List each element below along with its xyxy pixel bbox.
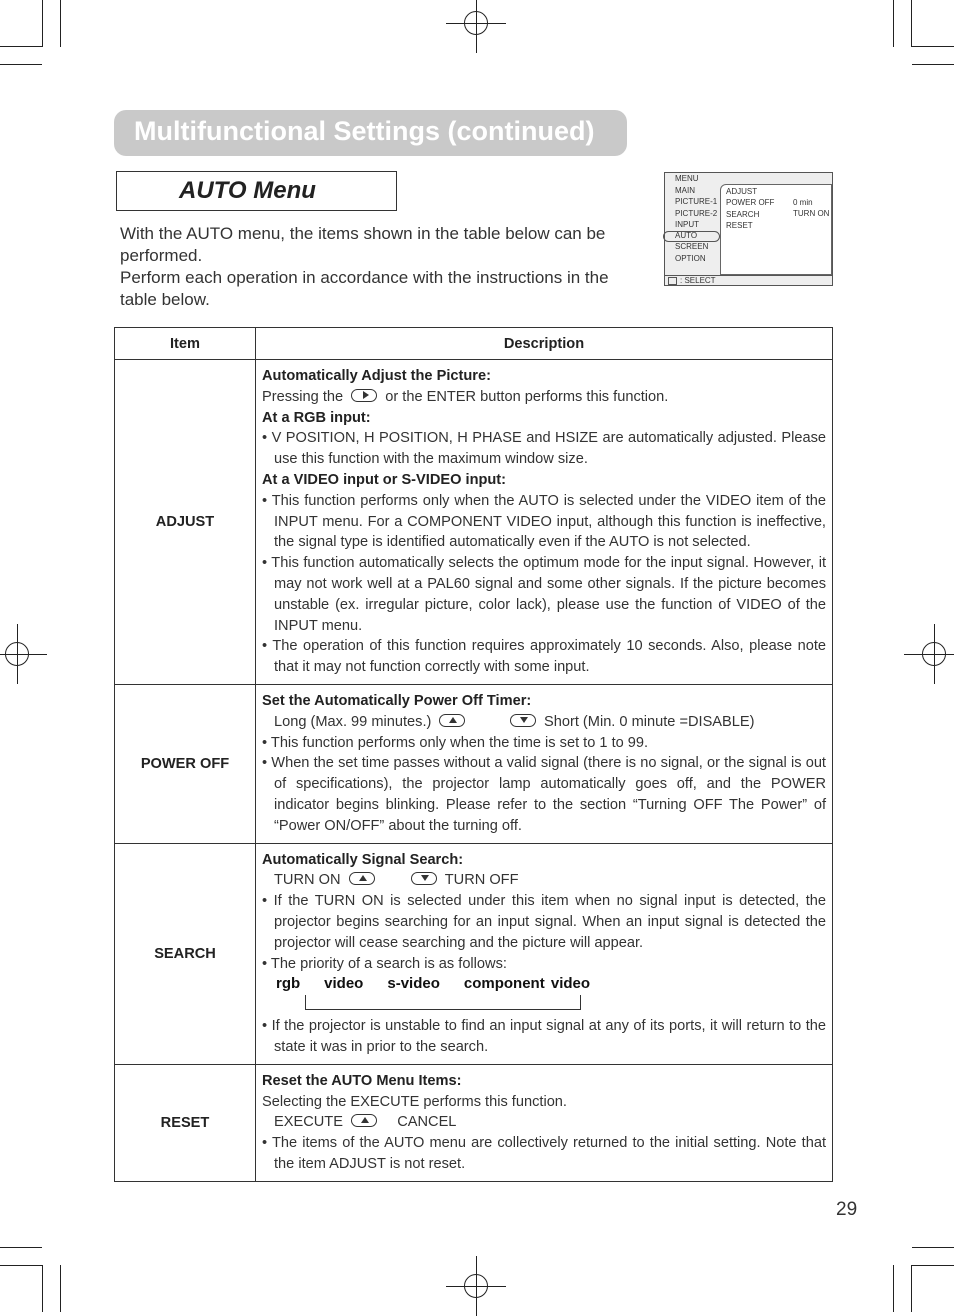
text: Long (Max. 99 minutes.) [274, 713, 432, 730]
item-adjust: ADJUST [115, 360, 256, 685]
menu-value: TURN ON [793, 209, 830, 219]
crop-mark [0, 64, 42, 65]
table-header-row [115, 328, 833, 360]
crop-mark [60, 1265, 61, 1312]
select-button-icon [668, 277, 677, 285]
text-line [262, 387, 826, 408]
menu-item: INPUT [675, 219, 699, 229]
crop-mark [912, 1247, 954, 1248]
crop-mark [912, 64, 954, 65]
crop-mark [893, 0, 894, 47]
table-row-reset [115, 1064, 833, 1181]
column-header-description: Description [256, 328, 833, 360]
auto-menu-table [114, 327, 833, 1182]
up-arrow-button-icon [439, 714, 465, 727]
priority-loop-line [305, 995, 581, 1016]
section-title: AUTO Menu [179, 177, 316, 204]
menu-item: PICTURE-1 [675, 197, 718, 207]
down-arrow-button-icon [411, 872, 437, 885]
crop-mark [912, 1265, 954, 1266]
menu-header: MENU [675, 174, 699, 183]
table-row-adjust [115, 360, 833, 685]
crop-mark [42, 1265, 43, 1312]
text: TURN OFF [444, 872, 519, 889]
priority-item: rgb [276, 975, 301, 993]
menu-item: MAIN [675, 186, 695, 195]
crop-mark [911, 0, 912, 47]
page-number: 29 [836, 1199, 858, 1220]
bullet: • If the TURN ON is selected under this item when no signal input is detected, the projector begins searching for an input signal. When an input signal is detected the projector will cease searching and the picture will appear. [262, 893, 826, 951]
bullet: • This function automatically selects the optimum mode for the input signal. However, it may not work well at a PAL60 signal and some other signals. If the picture becomes unstable (ex. irregular picture, color lack), please use the function of VIDEO of the INPUT menu. [262, 555, 826, 634]
item-search: SEARCH [115, 843, 256, 1064]
crop-mark [0, 46, 42, 47]
search-priority-sequence [262, 974, 826, 995]
table-row-power-off [115, 684, 833, 843]
text: Pressing the [262, 388, 344, 405]
menu-item: AUTO [675, 231, 698, 241]
menu-sub-items [726, 186, 774, 231]
execute-cancel-line [262, 1112, 826, 1133]
bullet: • V POSITION, H POSITION, H PHASE and HSIZE are automatically adjusted. Please use this function with the maximum window size. [262, 430, 826, 468]
text: Short (Min. 0 minute =DISABLE) [544, 713, 755, 730]
crop-mark [42, 0, 43, 47]
crop-mark [0, 1265, 42, 1266]
bullet: • The priority of a search is as follows: [262, 955, 507, 972]
crop-mark [60, 0, 61, 47]
menu-values [793, 197, 829, 220]
up-arrow-button-icon [349, 872, 375, 885]
item-power-off: POWER OFF [115, 684, 256, 843]
heading: Reset the AUTO Menu Items: [262, 1072, 462, 1089]
priority-item: video [324, 975, 364, 993]
column-header-item: Item [115, 328, 256, 360]
text: EXECUTE [274, 1114, 343, 1131]
text: CANCEL [397, 1114, 457, 1131]
bullet: • This function performs only when the time is set to 1 to 99. [262, 734, 649, 751]
bullet: • If the projector is unstable to find an input signal at any of its ports, it will return to the state it was in prior to the search. [262, 1018, 826, 1055]
priority-item: component video [463, 975, 591, 993]
bullet: • This function performs only when the AUTO is selected under the VIDEO item of the INPUT menu. For a COMPONENT VIDEO input, although this function is ineffective, the signal type is identified automatically even if the AUTO is not selected. [262, 492, 826, 551]
registration-mark-bottom [446, 1256, 506, 1316]
bullet: • When the set time passes without a valid signal (there is no signal, or the signal is out of specifications), the projector lamp automatically goes off, and the POWER indicator begins blinking. Please refer to the section “Turning OFF The Power” of “Power ON/OFF” about the turning off. [262, 755, 826, 834]
submenu-item: POWER OFF [726, 198, 775, 208]
intro-text [120, 223, 645, 311]
crop-mark [893, 1265, 894, 1312]
menu-footer [665, 275, 832, 286]
text-line: Selecting the EXECUTE performs this function. [262, 1093, 567, 1110]
timer-range-line [262, 712, 826, 733]
registration-mark-right [904, 624, 954, 684]
priority-item: s-video [387, 975, 440, 993]
crop-mark [0, 1247, 42, 1248]
menu-footer-text: : SELECT [680, 276, 716, 285]
menu-value: 0 min [793, 198, 813, 207]
menu-screenshot [664, 172, 833, 286]
submenu-item: SEARCH [726, 209, 760, 219]
heading: Automatically Signal Search: [262, 851, 464, 868]
menu-item: SCREEN [675, 242, 709, 252]
page-title: Multifunctional Settings (continued) [134, 116, 595, 146]
crop-mark [912, 46, 954, 47]
heading: Set the Automatically Power Off Timer: [262, 692, 532, 709]
menu-main-items [675, 185, 717, 264]
up-arrow-button-icon [351, 1114, 377, 1127]
text: TURN ON [274, 872, 341, 889]
text: or the ENTER button performs this function. [385, 388, 669, 405]
bullet: • The items of the AUTO menu are collectively returned to the initial setting. Note that the item ADJUST is not reset. [262, 1135, 826, 1172]
intro-line: Perform each operation in accordance with the instructions in the table below. [120, 268, 609, 309]
heading: At a RGB input: [262, 409, 371, 426]
right-arrow-button-icon [351, 389, 377, 402]
down-arrow-button-icon [510, 714, 536, 727]
item-reset: RESET [115, 1064, 256, 1181]
submenu-item: RESET [726, 220, 753, 230]
registration-mark-top [446, 0, 506, 53]
search-toggle-line [262, 870, 826, 891]
submenu-item: ADJUST [726, 187, 758, 196]
page-title-bar [114, 110, 627, 156]
menu-item: OPTION [675, 253, 706, 263]
description-search [256, 843, 833, 1064]
intro-line: With the AUTO menu, the items shown in the table below can be performed. [120, 224, 606, 265]
table-row-search [115, 843, 833, 1064]
bullet: • The operation of this function requires approximately 10 seconds. Also, please note that it may not function correctly with some input. [262, 638, 826, 676]
description-power-off [256, 684, 833, 843]
heading: At a VIDEO input or S-VIDEO input: [262, 471, 507, 488]
menu-item: PICTURE-2 [675, 208, 718, 218]
heading: Automatically Adjust the Picture: [262, 368, 491, 384]
crop-mark [911, 1265, 912, 1312]
description-reset [256, 1064, 833, 1181]
section-title-box [116, 171, 397, 211]
description-adjust [256, 360, 833, 685]
registration-mark-left [0, 624, 47, 684]
